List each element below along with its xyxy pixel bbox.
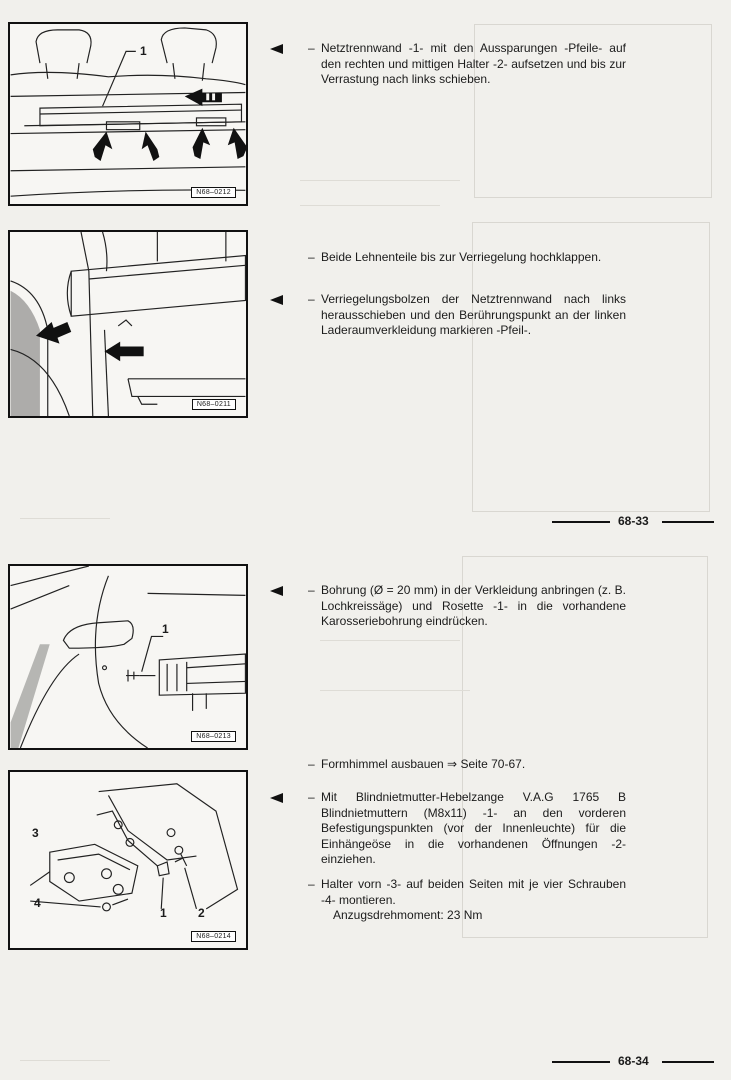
page-footer bbox=[552, 514, 714, 528]
bleed-through-line bbox=[320, 640, 460, 641]
instruction-item: – Formhimmel ausbauen ⇒ Seite 70-67. bbox=[308, 757, 626, 773]
instruction-item: – Verriegelungsbolzen der Netztrennwand nach links herausschieben und den Berührungspunkt an der linken Laderaumverkleidung markieren -Pfeil-. bbox=[308, 292, 626, 338]
bleed-through-line bbox=[20, 518, 110, 519]
instruction-text: Netztrennwand -1- mit den Aussparungen -Pfeile- auf den rechten und mittigen Halter -2- aufsetzen und bis zur Verrastung nach links schieben. bbox=[321, 41, 626, 87]
callout-3: 3 bbox=[32, 826, 39, 840]
instruction-pointer-arrow bbox=[270, 295, 283, 305]
figure-code: N68–0213 bbox=[191, 731, 236, 742]
bleed-through-line bbox=[300, 205, 440, 206]
instruction-item: – Beide Lehnenteile bis zur Verriegelung hochklappen. bbox=[308, 250, 626, 266]
page-footer bbox=[552, 1054, 714, 1068]
callout-1: 1 bbox=[162, 622, 169, 636]
instruction-text: Beide Lehnenteile bis zur Verriegelung hochklappen. bbox=[321, 250, 602, 264]
instruction-text: Bohrung (Ø = 20 mm) in der Verkleidung anbringen (z. B. Lochkreissäge) und Rosette -1- in die vorhandene Karosseriebohrung eindrücken. bbox=[321, 583, 626, 629]
bore-rosette-illustration bbox=[10, 566, 246, 748]
page-number: 68-34 bbox=[618, 1054, 649, 1068]
figure-partition-net-mounting bbox=[8, 22, 248, 206]
bleed-through-line bbox=[20, 1060, 110, 1061]
instruction-pointer-arrow bbox=[270, 44, 283, 54]
bleed-through-line bbox=[320, 690, 470, 691]
instruction-item: – Bohrung (Ø = 20 mm) in der Verkleidung anbringen (z. B. Lochkreissäge) und Rosette -1- in die vorhandene Karosseriebohrung eindrücken. bbox=[308, 583, 626, 629]
figure-code: N68–0211 bbox=[192, 399, 236, 410]
callout-1: 1 bbox=[140, 44, 147, 58]
figure-bore-rosette bbox=[8, 564, 248, 750]
instruction-item: – Netztrennwand -1- mit den Aussparungen -Pfeile- auf den rechten und mittigen Halter -2- aufsetzen und bis zur Verrastung nach links schieben. bbox=[308, 41, 626, 87]
front-holder-illustration bbox=[10, 772, 246, 948]
callout-4: 4 bbox=[34, 896, 41, 910]
figure-locking-bolt bbox=[8, 230, 248, 418]
partition-net-illustration bbox=[10, 24, 246, 204]
figure-front-holder bbox=[8, 770, 248, 950]
instruction-text: Halter vorn -3- auf beiden Seiten mit je vier Schrauben -4- montieren. bbox=[321, 877, 626, 907]
torque-spec: Anzugsdrehmoment: 23 Nm bbox=[333, 908, 483, 923]
instruction-text: Formhimmel ausbauen ⇒ Seite 70-67. bbox=[321, 757, 526, 771]
instruction-pointer-arrow bbox=[270, 793, 283, 803]
locking-bolt-illustration bbox=[10, 232, 246, 416]
instruction-item: – Mit Blindnietmutter-Hebelzange V.A.G 1765 B Blindnietmuttern (M8x11) -1- an den vorderen Befestigungspunkten (vor der Innenleuchte) für die Einhängeöse in die vorhandenen Öffnungen -2- einziehen. bbox=[308, 790, 626, 867]
figure-code: N68–0212 bbox=[191, 187, 236, 198]
instruction-text: Mit Blindnietmutter-Hebelzange V.A.G 1765 B Blindnietmuttern (M8x11) -1- an den vorderen Befestigungspunkten (vor der Innenleuchte) für die Einhängeöse in die vorhandenen Öffnungen -2- einziehen. bbox=[321, 790, 626, 867]
figure-code: N68–0214 bbox=[191, 931, 236, 942]
page-number: 68-33 bbox=[618, 514, 649, 528]
bleed-through-line bbox=[300, 180, 460, 181]
instruction-pointer-arrow bbox=[270, 586, 283, 596]
callout-2: 2 bbox=[198, 906, 205, 920]
callout-1: 1 bbox=[160, 906, 167, 920]
instruction-item: – Halter vorn -3- auf beiden Seiten mit je vier Schrauben -4- montieren. Anzugsdrehmoment: 23 Nm bbox=[308, 877, 626, 923]
instruction-text: Verriegelungsbolzen der Netztrennwand nach links herausschieben und den Berührungspunkt an der linken Laderaumverkleidung markieren -Pfeil-. bbox=[321, 292, 626, 338]
